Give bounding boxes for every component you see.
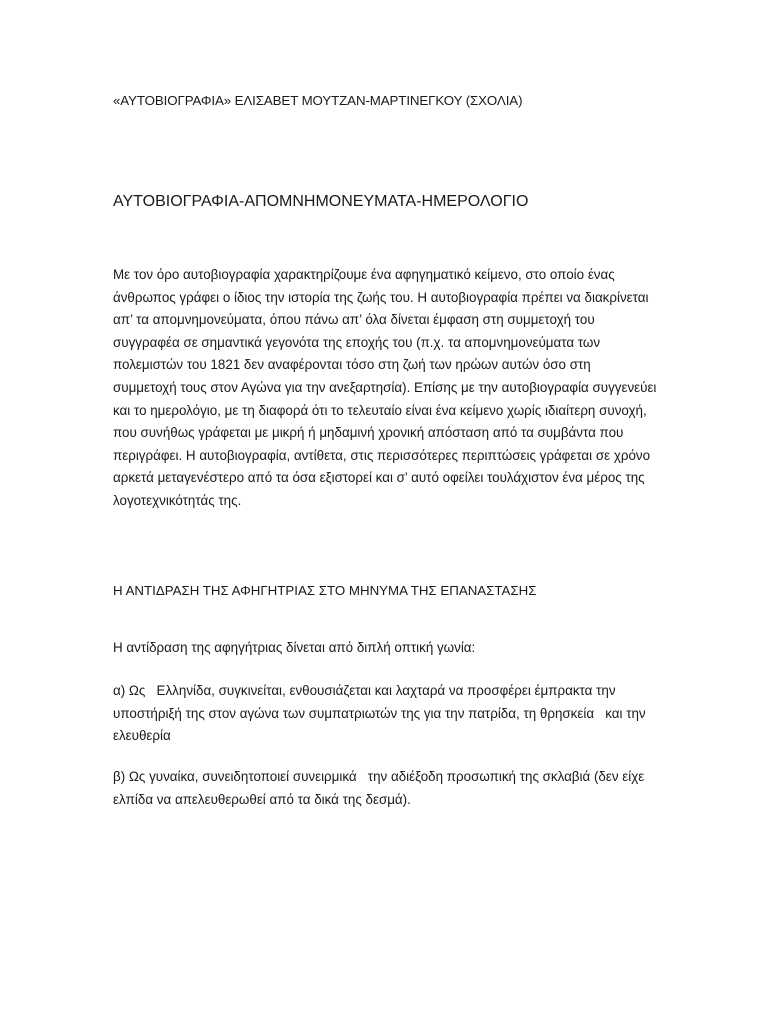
point-a-paragraph: α) Ως Ελληνίδα, συγκινείται, ενθουσιάζεται και λαχταρά να προσφέρει έμπρακτα την υποστήριξή της στον αγώνα των συμπατριωτών της για την πατρίδα, τη θρησκεία και την ελευθερία [113, 683, 650, 744]
main-heading: ΑΥΤΟΒΙΟΓΡΑΦΙΑ-ΑΠΟΜΝΗΜΟΝΕΥΜΑΤΑ-ΗΜΕΡΟΛΟΓΙΟ [113, 193, 529, 210]
section-heading: Η ΑΝΤΙΔΡΑΣΗ ΤΗΣ ΑΦΗΓΗΤΡΙΑΣ ΣΤΟ ΜΗΝΥΜΑ ΤΗΣ ΕΠΑΝΑΣΤΑΣΗΣ [113, 583, 537, 598]
section-lead-paragraph: Η αντίδραση της αφηγήτριας δίνεται από διπλή οπτική γωνία: [113, 640, 476, 655]
document-header: «ΑΥΤΟΒΙΟΓΡΑΦΙΑ» ΕΛΙΣΑΒΕΤ ΜΟΥΤΖΑΝ-ΜΑΡΤΙΝΕΓΚΟΥ (ΣΧΟΛΙΑ) [113, 93, 523, 108]
intro-paragraph: Με τον όρο αυτοβιογραφία χαρακτηρίζουμε ένα αφηγηματικό κείμενο, στο οποίο ένας άνθρωπος γράφει ο ίδιος την ιστορία της ζωής του. Η αυτοβιογραφία πρέπει να διακρίνεται απ’ τα απομνημονεύματα, όπου πάνω απ’ όλα δίνεται έμφαση στη συμμετοχή του συγγραφέα σε σημαντικά γεγονότα της εποχής του (π.χ. τα απομνημονεύματα των πολεμιστών του 1821 δεν αναφέρονται τόσο στη ζωή των ηρώων αυτών όσο στη συμμετοχή τους στον Αγώνα για την ανεξαρτησία). Επίσης με την αυτοβιογραφία συγγενεύει και το ημερολόγιο, με τη διαφορά ότι το τελευταίο είναι ένα κείμενο χωρίς ιδιαίτερη συνοχή, που συνήθως γράφεται με μικρή ή μηδαμινή χρονική απόσταση από τα συμβάντα που περιγράφει. Η αυτοβιογραφία, αντίθετα, στις περισσότερες περιπτώσεις γράφεται σε χρόνο αρκετά μεταγενέστερο από τα όσα εξιστορεί και σ’ αυτό οφείλει τουλάχιστον ένα μέρος της λογοτεχνικότητάς της. [113, 267, 661, 508]
point-b-paragraph: β) Ως γυναίκα, συνειδητοποιεί συνειρμικά την αδιέξοδη προσωπική της σκλαβιά (δεν είχε ελπίδα να απελευθερωθεί από τα δικά της δεσμά). [113, 769, 648, 807]
